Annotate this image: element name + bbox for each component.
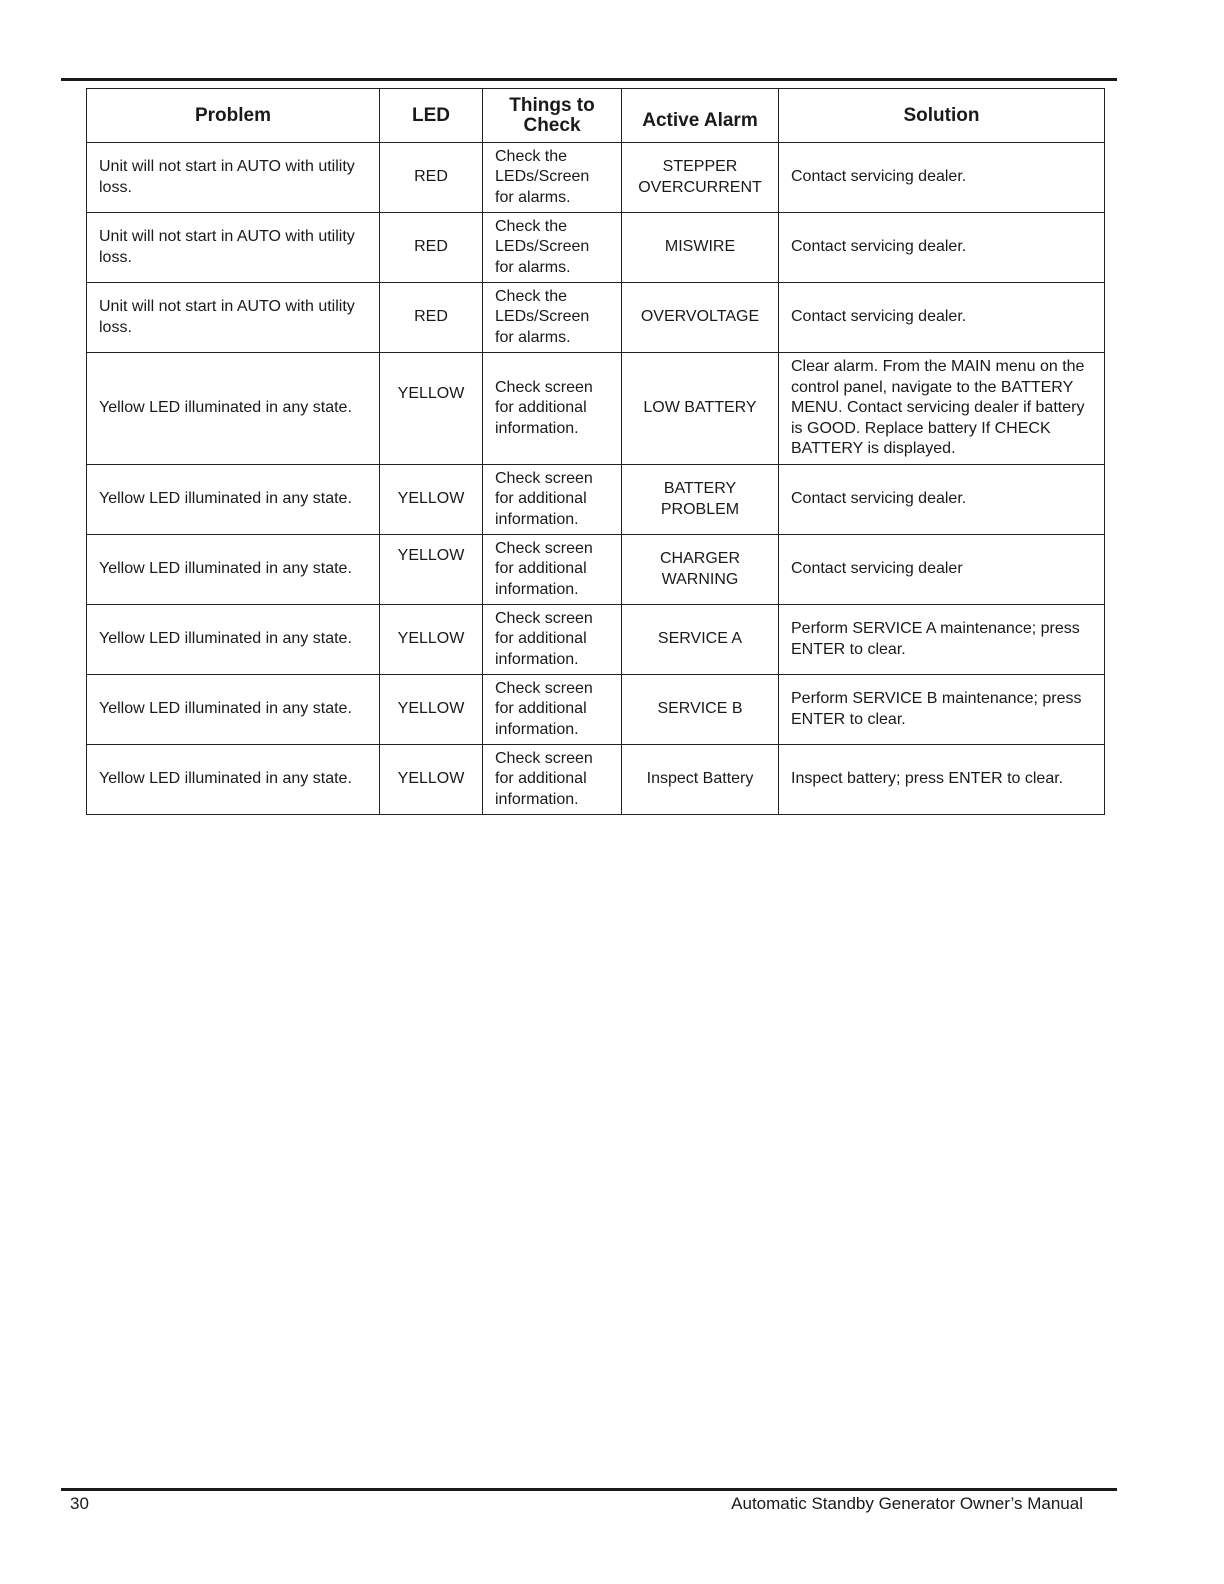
cell-alarm: CHARGER WARNING: [622, 535, 779, 605]
cell-alarm: SERVICE A: [622, 605, 779, 675]
cell-check: Check the LEDs/Screen for alarms.: [483, 143, 622, 213]
header-active-alarm: [622, 89, 779, 143]
cell-check: Check screen for additional information.: [483, 605, 622, 675]
cell-problem: Yellow LED illuminated in any state.: [87, 745, 380, 815]
table-header-row: [87, 89, 1105, 143]
cell-solution: Contact servicing dealer.: [779, 143, 1105, 213]
cell-problem: Yellow LED illuminated in any state.: [87, 465, 380, 535]
cell-led-text: YELLOW: [397, 385, 465, 403]
table-row: [87, 143, 1105, 213]
cell-problem: Unit will not start in AUTO with utility loss.: [87, 213, 380, 283]
cell-problem: Yellow LED illuminated in any state.: [87, 535, 380, 605]
cell-led: [380, 535, 483, 605]
cell-alarm: BATTERY PROBLEM: [622, 465, 779, 535]
cell-problem: Unit will not start in AUTO with utility loss.: [87, 143, 380, 213]
page-number: 30: [70, 1494, 89, 1513]
manual-title: Automatic Standby Generator Owner’s Manual: [731, 1494, 1083, 1513]
cell-check: Check screen for additional information.: [483, 353, 622, 465]
cell-solution: Inspect battery; press ENTER to clear.: [779, 745, 1105, 815]
cell-solution: Contact servicing dealer.: [779, 465, 1105, 535]
cell-alarm: Inspect Battery: [622, 745, 779, 815]
table-row: [87, 535, 1105, 605]
cell-problem: Yellow LED illuminated in any state.: [87, 605, 380, 675]
cell-check: Check screen for additional information.: [483, 675, 622, 745]
header-led: LED: [380, 89, 483, 143]
cell-led: YELLOW: [380, 745, 483, 815]
cell-solution: Contact servicing dealer.: [779, 213, 1105, 283]
cell-alarm: MISWIRE: [622, 213, 779, 283]
cell-alarm: SERVICE B: [622, 675, 779, 745]
header-active-alarm-label: Active Alarm: [642, 109, 758, 131]
cell-check: Check screen for additional information.: [483, 465, 622, 535]
bottom-rule: [61, 1488, 1117, 1491]
table-row: [87, 283, 1105, 353]
cell-led: YELLOW: [380, 605, 483, 675]
cell-alarm: LOW BATTERY: [622, 353, 779, 465]
header-solution: Solution: [779, 89, 1105, 143]
cell-led: RED: [380, 213, 483, 283]
cell-solution: Perform SERVICE B maintenance; press ENTER to clear.: [779, 675, 1105, 745]
table-row: [87, 745, 1105, 815]
troubleshooting-table: [86, 88, 1105, 815]
cell-alarm: STEPPER OVERCURRENT: [622, 143, 779, 213]
table-row: [87, 465, 1105, 535]
cell-check: Check screen for additional information.: [483, 535, 622, 605]
header-things-to-check-label: Things to Check: [509, 94, 595, 136]
cell-problem: Yellow LED illuminated in any state.: [87, 353, 380, 465]
table-row: [87, 353, 1105, 465]
header-things-to-check: [483, 89, 622, 143]
header-problem: Problem: [87, 89, 380, 143]
cell-solution: Perform SERVICE A maintenance; press ENTER to clear.: [779, 605, 1105, 675]
cell-check: Check the LEDs/Screen for alarms.: [483, 283, 622, 353]
cell-check: Check screen for additional information.: [483, 745, 622, 815]
cell-led: RED: [380, 283, 483, 353]
cell-led: RED: [380, 143, 483, 213]
cell-solution: Contact servicing dealer: [779, 535, 1105, 605]
cell-solution: Contact servicing dealer.: [779, 283, 1105, 353]
top-rule: [61, 78, 1117, 81]
cell-alarm: OVERVOLTAGE: [622, 283, 779, 353]
cell-problem: Unit will not start in AUTO with utility loss.: [87, 283, 380, 353]
table-row: [87, 605, 1105, 675]
cell-solution: Clear alarm. From the MAIN menu on the control panel, navigate to the BATTERY MENU. Contact servicing dealer if battery is GOOD. Replace battery If CHECK BATTERY is displayed.: [779, 353, 1105, 465]
table-row: [87, 213, 1105, 283]
cell-check: Check the LEDs/Screen for alarms.: [483, 213, 622, 283]
cell-led: YELLOW: [380, 675, 483, 745]
cell-led-text: YELLOW: [397, 547, 465, 565]
cell-led: YELLOW: [380, 465, 483, 535]
table-row: [87, 675, 1105, 745]
cell-led: [380, 353, 483, 465]
cell-problem: Yellow LED illuminated in any state.: [87, 675, 380, 745]
